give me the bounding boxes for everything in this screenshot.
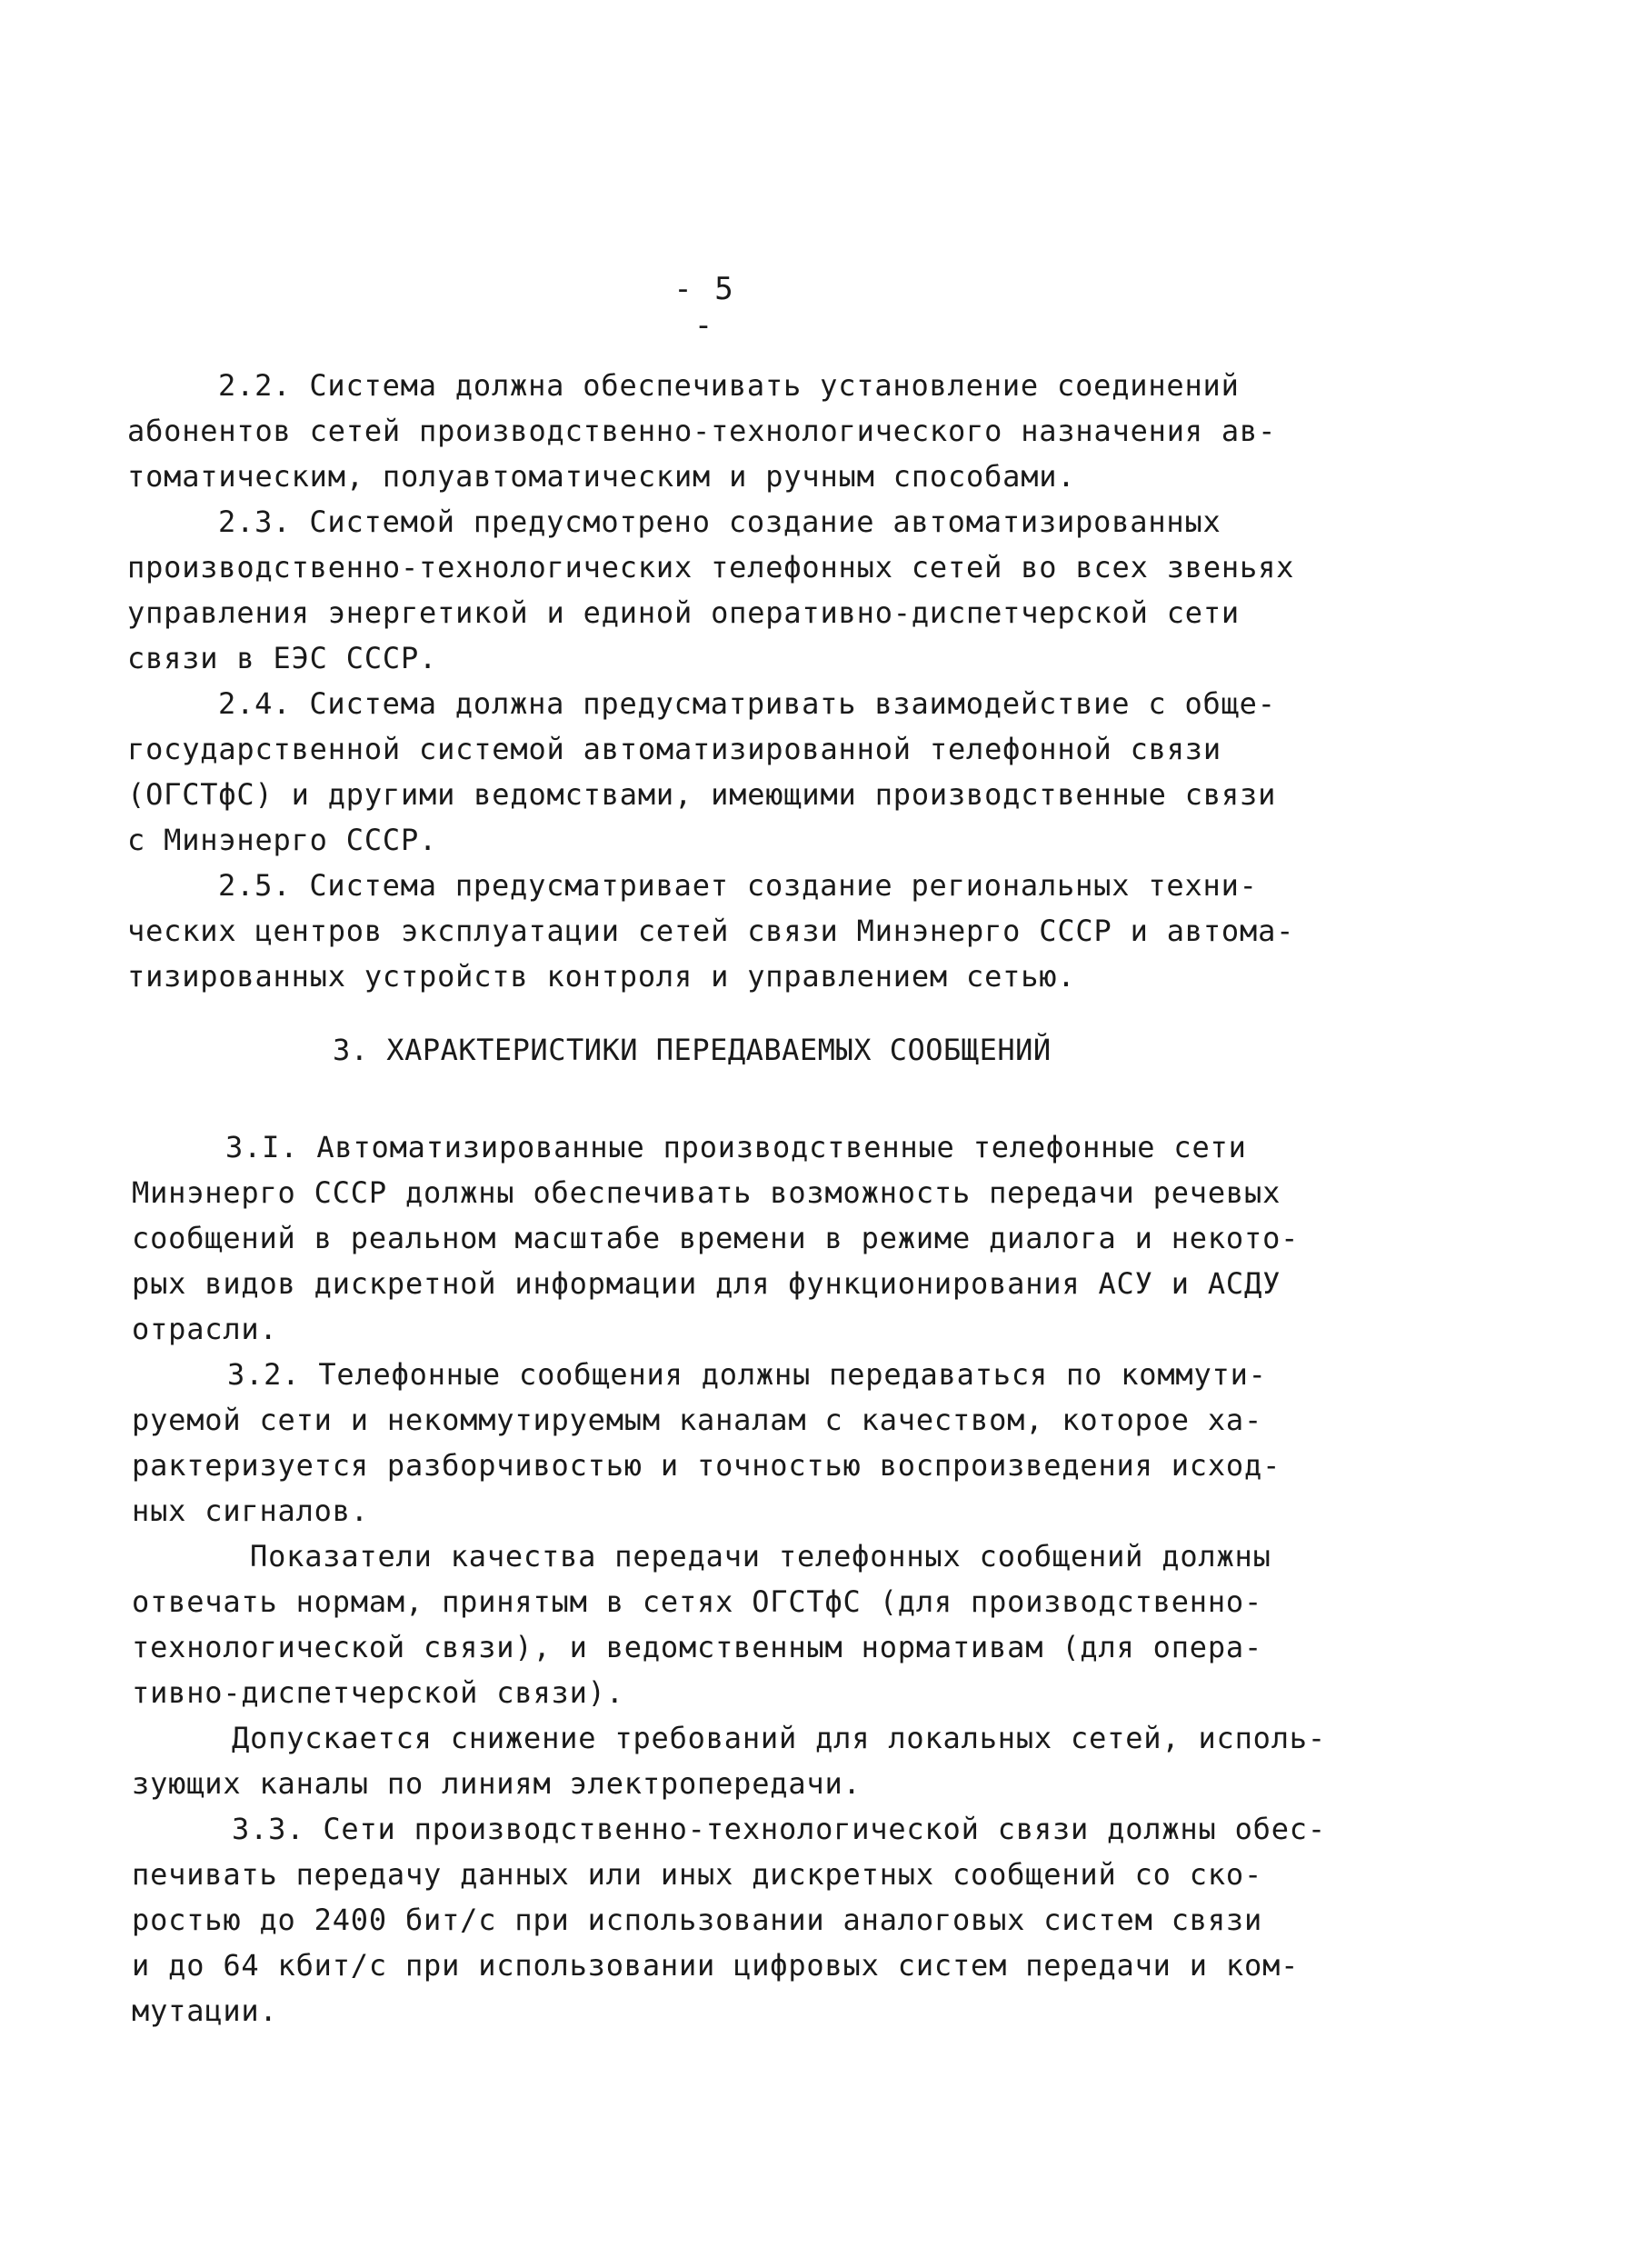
paragraph-quality-line-2: отвечать нормам, принятым в сетях ОГСТфС (для производственно-: [132, 1584, 1263, 1619]
paragraph-3-2-line-1: 3.2. Телефонные сообщения должны передаваться по коммути-: [227, 1357, 1267, 1392]
paragraph-3-3-line-3: ростью до 2400 бит/с при использовании аналоговых систем связи: [132, 1903, 1263, 1937]
section-3-heading: 3. ХАРАКТЕРИСТИКИ ПЕРЕДАВАЕМЫХ СООБЩЕНИЙ: [333, 1033, 1052, 1067]
paragraph-2-2-line-3: томатическим, полуавтоматическим и ручным способами.: [127, 459, 1076, 494]
paragraph-2-4-line-3: (ОГСТфС) и другими ведомствами, имеющими производственные связи: [127, 777, 1277, 812]
paragraph-2-2-line-2: абонентов сетей производственно-технологического назначения ав-: [127, 414, 1277, 448]
paragraph-3-2-line-3: рактеризуется разборчивостью и точностью воспроизведения исход-: [132, 1448, 1281, 1483]
paragraph-2-3-line-2: производственно-технологических телефонных сетей во всех звеньях: [127, 550, 1295, 584]
paragraph-3-1-line-2: Минэнерго СССР должны обеспечивать возможность передачи речевых: [132, 1175, 1281, 1210]
paragraph-3-1-line-3: сообщений в реальном масштабе времени в режиме диалога и некото-: [132, 1221, 1300, 1255]
paragraph-local-line-2: зующих каналы по линиям электропередачи.: [132, 1766, 862, 1801]
paragraph-3-1-line-5: отрасли.: [132, 1312, 278, 1346]
paragraph-3-2-line-2: руемой сети и некоммутируемым каналам с качеством, которое ха-: [132, 1403, 1263, 1437]
paragraph-2-3-line-4: связи в ЕЭС СССР.: [127, 641, 438, 675]
paragraph-3-3-line-1: 3.3. Сети производственно-технологической связи должны обес-: [232, 1812, 1326, 1846]
paragraph-quality-line-1: Показатели качества передачи телефонных сообщений должны: [250, 1539, 1271, 1574]
paragraph-3-3-line-5: мутации.: [132, 1993, 278, 2028]
paragraph-3-2-line-4: ных сигналов.: [132, 1494, 369, 1528]
paragraph-3-3-line-4: и до 64 кбит/с при использовании цифровых систем передачи и ком-: [132, 1948, 1300, 1983]
paragraph-quality-line-3: технологической связи), и ведомственным нормативам (для опера-: [132, 1630, 1263, 1664]
page-number: - 5 -: [673, 271, 735, 344]
paragraph-2-4-line-1: 2.4. Система должна предусматривать взаимодействие с обще-: [218, 686, 1276, 721]
paragraph-2-3-line-3: управления энергетикой и единой оперативно-диспетчерской сети: [127, 595, 1241, 630]
paragraph-2-5-line-1: 2.5. Система предусматривает создание региональных техни-: [218, 868, 1258, 903]
paragraph-2-5-line-3: тизированных устройств контроля и управлением сетью.: [127, 959, 1076, 994]
paragraph-3-1-line-1: 3.I. Автоматизированные производственные телефонные сети: [225, 1130, 1247, 1164]
paragraph-3-1-line-4: рых видов дискретной информации для функционирования АСУ и АСДУ: [132, 1266, 1281, 1301]
paragraph-2-4-line-2: государственной системой автоматизированной телефонной связи: [127, 732, 1221, 766]
paragraph-quality-line-4: тивно-диспетчерской связи).: [132, 1675, 624, 1710]
paragraph-2-2-line-1: 2.2. Система должна обеспечивать установление соединений: [218, 368, 1240, 403]
paragraph-2-4-line-4: с Минэнерго СССР.: [127, 823, 438, 857]
paragraph-local-line-1: Допускается снижение требований для локальных сетей, исполь-: [232, 1721, 1326, 1755]
paragraph-2-3-line-1: 2.3. Системой предусмотрено создание автоматизированных: [218, 505, 1221, 539]
paragraph-2-5-line-2: ческих центров эксплуатации сетей связи Минэнерго СССР и автома-: [127, 914, 1295, 948]
paragraph-3-3-line-2: печивать передачу данных или иных дискретных сообщений со ско-: [132, 1857, 1263, 1892]
